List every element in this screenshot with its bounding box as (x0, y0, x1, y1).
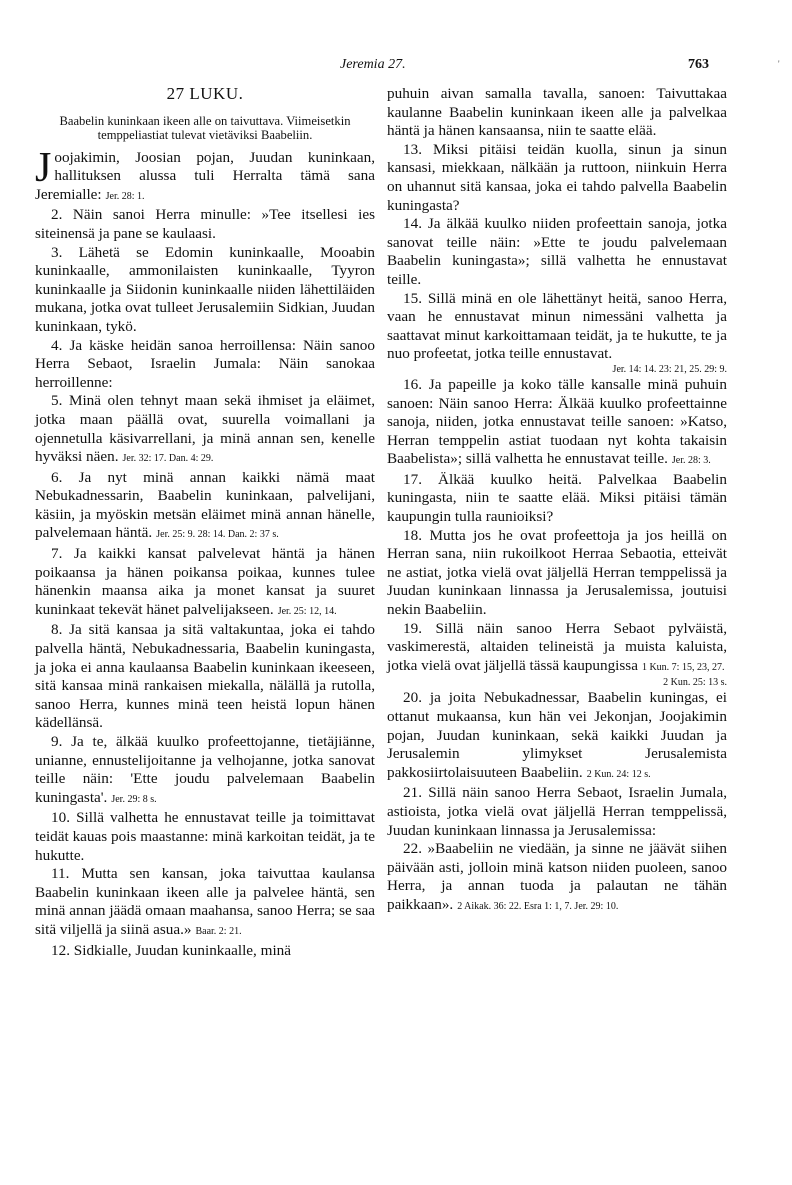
verse-7-text: 7. Ja kaikki kansat palvelevat häntä ja hänen poikaansa ja hänen poikansa poikaa, kunnes tulee hänenkin maansa aika ja monet kansat ja suuret kuninkaat tekevät hänet palvelijakseen. (35, 545, 375, 618)
verse-4: 4. Ja käske heidän sanoa herroillensa: Näin sanoo Herra Sebaot, Israelin Jumala: Näin sanokaa herroillenne: (35, 336, 375, 391)
cross-reference: Baar. 2: 21. (195, 925, 242, 937)
cross-reference: Jer. 28: 3. (671, 455, 711, 467)
cross-reference: Jer. 25: 9. 28: 14. Dan. 2: 37 s. (156, 529, 279, 541)
verse-9-text: 9. Ja te, älkää kuulko profeettojanne, tietäjiänne, unianne, ennustelijoitanne ja velhojanne, jotka sanovat teille näin: 'Ette joudu palvelemaan Baabelin kuningasta'. (35, 733, 375, 806)
cross-reference: 1 Kun. 7: 15, 23, 27. (641, 661, 725, 673)
chapter-title: 27 LUKU. (166, 84, 244, 103)
cross-reference: Jer. 28: 1. (105, 190, 145, 202)
verse-10: 10. Sillä valhetta he ennustavat teille ja toimittavat teidät kauas pois maastanne: minä karkoitan teidät, ja te hukutte. (35, 809, 375, 864)
verse-19 (387, 620, 727, 678)
verse-20 (387, 689, 727, 784)
verse-14: 14. Ja älkää kuulko niiden profeettain sanoja, jotka sanovat teille näin: »Ette te joudu palvelemaan Baabelin kuningasta»; sillä valhetta he ennustavat teille. (387, 215, 727, 288)
verse-2: 2. Näin sanoi Herra minulle: »Tee itsellesi ies siteinensä ja pane se kaulaasi. (35, 206, 375, 242)
verse-12-continued: puhuin aivan samalla tavalla, sanoen: Taivuttakaa kaulanne Baabelin kuninkaan ikeen alle ja palvelkaa häntä ja hänen kansaansa, niin te saatte elää. (387, 85, 727, 140)
verse-19-text: 19. Sillä näin sanoo Herra Sebaot pylväistä, vaskimerestä, altaiden telineistä ja muista kaluista, jotka vielä ovat jäljellä tässä kaupungissa (387, 619, 727, 674)
verse-3: 3. Lähetä se Edomin kuninkaalle, Mooabin kuninkaalle, ammonilaisten kuninkaalle, Tyyron kuninkaalle ja Siidonin kuninkaalle niiden lähettiläiden mukana, jotka ovat tulleet Jerusalemiin Sidkian, Juudan kuninkaan, tykö. (35, 243, 375, 335)
cross-reference: 2 Kun. 24: 12 s. (586, 768, 651, 780)
verse-17: 17. Älkää kuulko heitä. Palvelkaa Baabelin kuningasta, niin te saatte elää. Miksi pitäisi tämän kaupungin tulla raunioiksi? (387, 470, 727, 526)
verse-1 (35, 144, 375, 207)
cross-reference: 2 Kun. 25: 13 s. (663, 677, 727, 689)
verse-8: 8. Ja sitä kansaa ja sitä valtakuntaa, joka ei tahdo palvella häntä, Nebukadnessaria, Baabelin kuningasta, ja joka ei anna kaulaansa Baabelin kuninkaan ikeeseen, sitä kansaa minä rankaisen miekalla, nälällä ja rutolla, sanoo Herra, kunnes minä teen heistä lopun hänen kädellänsä. (35, 621, 375, 732)
verse-22-text: 22. »Baabeliin ne viedään, ja sinne ne jäävät siihen päivään asti, jolloin minä katson niiden puoleen, sanoo Herra, ja annan tuoda ja palautan ne tähän paikkaan». (387, 840, 727, 913)
verse-16 (387, 376, 727, 471)
verse-5-text: 5. Minä olen tehnyt maan sekä ihmiset ja eläimet, jotka maan päällä ovat, suurella voimallani ja ojennetulla käsivarrellani, ja minä annan sen, kenelle hyväksi näen. (35, 392, 375, 466)
cross-reference: Jer. 29: 8 s. (111, 793, 157, 805)
verse-9 (35, 733, 375, 809)
verse-15: 15. Sillä minä en ole lähettänyt heitä, sanoo Herra, vaan he ennustavat minun nimessäni valhetta ja saattavat minut karkoittamaan teidät, ja te hukutte, te ja nuo profeetat, jotka teille ennustavat. (387, 289, 727, 363)
corner-mark: ' (778, 59, 780, 69)
cross-reference: 2 Aikak. 36: 22. Esra 1: 1, 7. Jer. 29: 10. (457, 900, 619, 912)
verse-13: 13. Miksi pitäisi teidän kuolla, sinun ja sinun kansasi, miekkaan, nälkään ja ruttoon, niinkuin Herra on uhannut sitä kansaa, joka ei tahdo palvella Baabelin kuningasta? (387, 140, 727, 214)
verse-6-text: 6. Ja nyt minä annan kaikki nämä maat Nebukadnessarin, Baabelin kuninkaan, palvelijani, käsiin, ja myöskin metsän eläimet minä annan hänelle, palvelemaan häntä. (35, 468, 375, 542)
verse-20-text: 20. ja joita Nebukadnessar, Baabelin kuningas, ei ottanut mukaansa, kun hän vei Jekonjan, Joojakimin pojan, Juudan kuninkaan, sekä kaikki Juudan ja Jerusalemin ylimykset Jerusalemista pakkosiirtolaisuuteen Baabeliin. (387, 689, 727, 781)
page-number: 763 (688, 57, 709, 72)
right-column (387, 85, 727, 917)
verse-7 (35, 545, 375, 621)
cross-reference: Jer. 25: 12, 14. (277, 605, 337, 617)
running-title: Jeremia 27. (340, 57, 406, 72)
cross-reference: Jer. 14: 14. 23: 21, 25. 29: 9. (612, 363, 727, 375)
verse-11 (35, 865, 375, 941)
cross-reference: Jer. 32: 17. Dan. 4: 29. (122, 453, 214, 465)
chapter-summary: Baabelin kuninkaan ikeen alle on taivuttava. Viimeisetkin temppeliastiat tulevat vietäviksi Baabeliin. (59, 113, 351, 142)
verse-18: 18. Mutta jos he ovat profeettoja ja jos heillä on Herran sana, niin rukoilkoot Herraa Sebaotia, etteivät ne astiat, jotka vielä ovat jäljellä Herran temppelissä ja Juudan kuninkaan linnassa ja Jerusalemissa, joutuisi nekin Baabeliin. (387, 526, 727, 619)
verse-16-text: 16. Ja papeille ja koko tälle kansalle minä puhuin sanoen: Näin sanoo Herra: Älkää kuulko profeettainne sanoja, niiden, jotka ennustavat teille sanoen: »Katso, Herran temppelin astiat tuodaan nyt kohta takaisin Baabelista»; sillä valhetta he ennustavat teille. (387, 375, 727, 468)
verse-11-text: 11. Mutta sen kansan, joka taivuttaa kaulansa Baabelin kuninkaan ikeen alle ja palvelee häntä, sen minä annan jäädä omaan maahansa, sanoo Herra; se saa sitä viljellä ja siinä asua.» (35, 865, 375, 938)
verse-5 (35, 392, 375, 468)
page-header (0, 57, 792, 77)
verse-22 (387, 840, 727, 916)
verse-6 (35, 469, 375, 545)
left-column (35, 85, 375, 960)
verse-1-text: oojakimin, Joosian pojan, Juudan kuninkaan, hallituksen alussa tuli Herralta tämä sana Jeremialle: (35, 148, 375, 203)
verse-12: 12. Sidkialle, Juudan kuninkaalle, minä (51, 941, 292, 959)
drop-cap: J (35, 144, 52, 191)
verse-21: 21. Sillä näin sanoo Herra Sebaot, Israelin Jumala, astioista, jotka vielä ovat jäljellä Herran temppelissä, Juudan kuninkaan linnassa ja Jerusalemissa: (387, 784, 727, 839)
